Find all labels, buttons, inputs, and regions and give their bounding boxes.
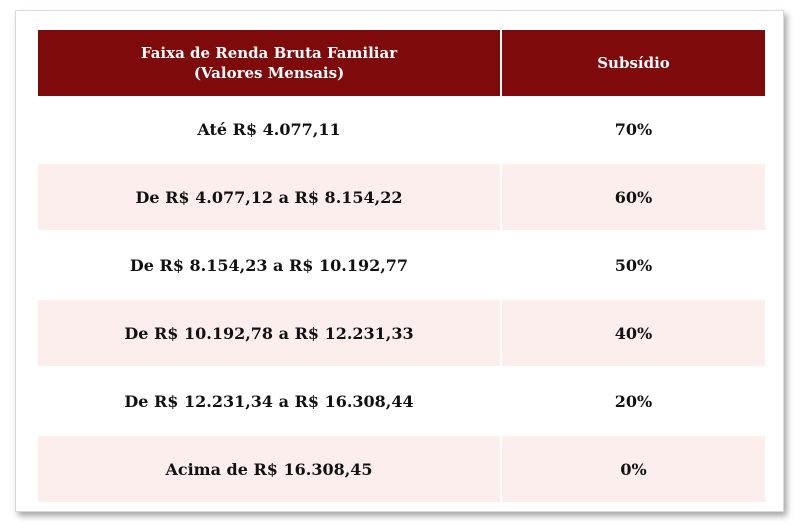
table-header [38, 30, 765, 96]
subsidy-cell: 50% [501, 231, 765, 299]
header-income-range-line2: (Valores Mensais) [193, 64, 345, 82]
subsidy-cell: 0% [501, 435, 765, 502]
subsidy-cell: 40% [501, 299, 765, 367]
income-range-cell: De R$ 10.192,78 a R$ 12.231,33 [38, 299, 501, 367]
header-income-range [38, 30, 501, 96]
subsidy-cell: 60% [501, 163, 765, 231]
income-range-cell: De R$ 8.154,23 a R$ 10.192,77 [38, 231, 501, 299]
subsidy-cell: 20% [501, 367, 765, 435]
subsidy-cell: 70% [501, 96, 765, 163]
table-row [38, 96, 765, 163]
subsidy-table [38, 30, 765, 502]
income-range-cell: De R$ 4.077,12 a R$ 8.154,22 [38, 163, 501, 231]
header-row [38, 30, 765, 96]
table-row [38, 299, 765, 367]
table-row [38, 231, 765, 299]
table-body [38, 96, 765, 502]
table-row [38, 367, 765, 435]
header-income-range-line1: Faixa de Renda Bruta Familiar [140, 44, 398, 62]
header-subsidy: Subsídio [501, 30, 765, 96]
income-range-cell: Acima de R$ 16.308,45 [38, 435, 501, 502]
table-frame [15, 10, 784, 512]
income-range-cell: Até R$ 4.077,11 [38, 96, 501, 163]
table-row [38, 163, 765, 231]
income-range-cell: De R$ 12.231,34 a R$ 16.308,44 [38, 367, 501, 435]
table-row [38, 435, 765, 502]
